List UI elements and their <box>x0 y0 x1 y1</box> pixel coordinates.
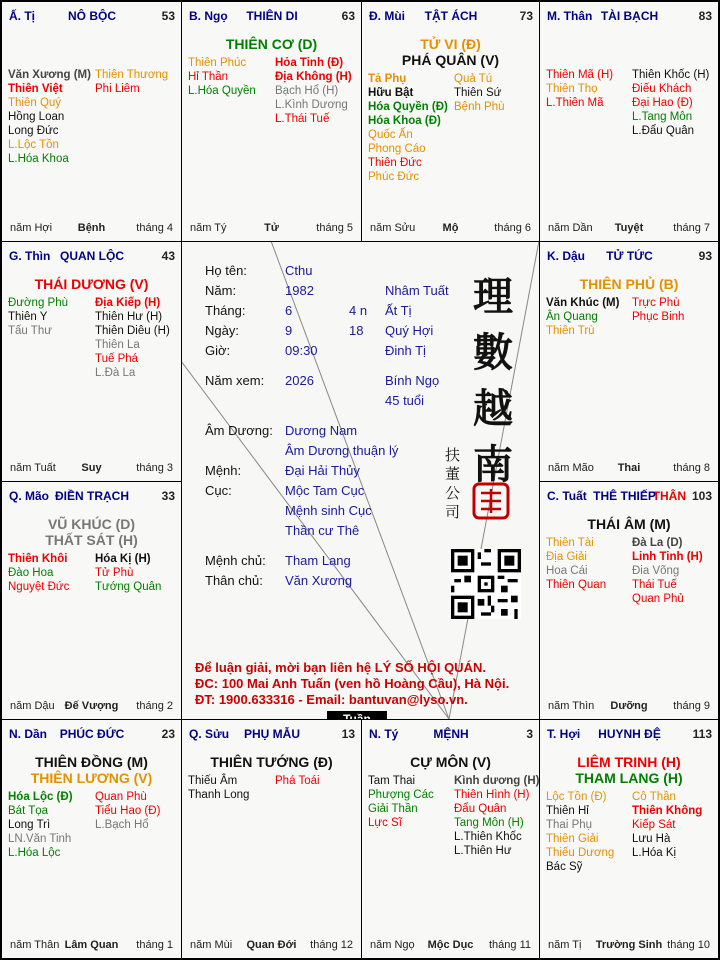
palace-life-stage: Tử <box>264 222 279 234</box>
palace-month: tháng 3 <box>136 462 173 474</box>
palace-age: 43 <box>161 249 175 263</box>
palace-age: 93 <box>698 249 712 263</box>
minor-star: L.Tang Môn <box>632 111 693 123</box>
minor-stars-left <box>188 774 249 802</box>
palace-title: NÔ BỘC <box>68 9 116 23</box>
palace-life-stage: Dưỡng <box>610 700 648 712</box>
palace-month: tháng 12 <box>310 939 353 951</box>
palace-huynh-de[interactable] <box>539 719 719 959</box>
major-star: THẤT SÁT (H) <box>45 532 138 548</box>
palace-header <box>547 726 712 742</box>
minor-star: Văn Xương (M) <box>8 69 91 81</box>
palace-year: năm Thân <box>10 939 60 951</box>
palace-life-stage: Trường Sinh <box>595 939 663 951</box>
nam-label: Năm: <box>205 283 237 298</box>
cuc-value: Mộc Tam Cục <box>285 483 365 498</box>
am-duong-note: Âm Dương thuận lý <box>285 443 399 458</box>
minor-star: Bệnh Phù <box>454 101 505 113</box>
ngay-can-chi: Quý Hợi <box>385 323 434 338</box>
minor-star: Thiên Phúc <box>188 57 247 69</box>
minor-star: Thiên Sứ <box>454 87 502 99</box>
palace-header <box>9 726 175 742</box>
major-star: CỰ MÔN (V) <box>410 754 491 770</box>
palace-footer <box>548 938 710 952</box>
palace-age: 3 <box>526 727 533 741</box>
palace-footer <box>10 699 173 713</box>
minor-star: Địa Kiếp (H) <box>95 297 161 309</box>
minor-star: L.Hóa Kị <box>632 847 677 859</box>
qr-code-icon[interactable] <box>451 549 521 619</box>
minor-star: Đào Hoa <box>8 567 54 579</box>
minor-star: Tả Phụ <box>368 73 407 85</box>
minor-stars-left <box>8 296 68 338</box>
palace-header <box>547 488 712 504</box>
minor-stars-left <box>546 790 614 874</box>
palace-age: 103 <box>691 489 712 503</box>
minor-stars-right <box>95 790 160 832</box>
palace-life-stage: Suy <box>81 462 102 474</box>
minor-star: Thiên Trù <box>546 325 595 337</box>
major-star: THIÊN ĐỒNG (M) <box>35 754 148 770</box>
minor-star: Thiên Tài <box>546 537 594 549</box>
palace-year: năm Thìn <box>548 700 595 712</box>
minor-star: Lực Sĩ <box>368 817 402 829</box>
minor-star: Địa Không (H) <box>275 71 352 83</box>
minor-stars-right <box>275 774 320 788</box>
am-duong-value: Dương Nam <box>285 423 358 438</box>
palace-footer <box>10 938 173 952</box>
minor-stars-right <box>95 296 170 380</box>
menh-value: Đại Hải Thủy <box>285 463 360 478</box>
minor-stars-left <box>8 552 69 594</box>
palace-life-stage: Thai <box>617 462 641 474</box>
palace-year: năm Tuất <box>10 462 56 474</box>
minor-stars-left <box>8 68 91 166</box>
minor-star: Thái Tuế <box>632 579 677 591</box>
palace-age: 53 <box>161 9 175 23</box>
palace-life-stage: Bệnh <box>77 222 106 234</box>
minor-star: Trực Phù <box>632 297 680 309</box>
minor-star: Hỉ Thần <box>188 71 229 83</box>
minor-star: Thiên Đức <box>368 157 422 169</box>
palace-age: 23 <box>161 727 175 741</box>
minor-star: Bác Sỹ <box>546 861 583 873</box>
minor-stars-right <box>632 68 709 138</box>
minor-star: Phục Binh <box>632 311 685 323</box>
palace-title: ĐIỀN TRẠCH <box>55 489 129 503</box>
minor-star: Hóa Kị (H) <box>95 553 151 565</box>
minor-star: Thiên Khốc (H) <box>632 69 710 81</box>
minor-star: Tử Phù <box>95 567 134 579</box>
minor-star: Kiếp Sát <box>632 819 676 831</box>
minor-star: Long Trì <box>8 819 51 831</box>
minor-stars-right <box>275 56 352 126</box>
than-chu-value: Văn Xương <box>285 573 353 588</box>
minor-star: Hỏa Tinh (Đ) <box>275 57 344 69</box>
minor-star: Đia Võng <box>632 565 680 577</box>
palace-age: 73 <box>519 9 533 23</box>
palace-month: tháng 6 <box>494 222 531 234</box>
palace-footer <box>370 938 531 952</box>
palace-header <box>189 726 355 742</box>
minor-star: Thiên Hình (H) <box>454 789 530 801</box>
palace-title: THÊ THIẾP <box>593 489 656 503</box>
palace-month: tháng 10 <box>667 939 710 951</box>
minor-star: Phúc Đức <box>368 171 420 183</box>
palace-phuc-duc[interactable] <box>1 719 182 959</box>
minor-star: Nguyệt Đức <box>8 581 70 593</box>
minor-star: Hóa Khoa (Đ) <box>368 115 441 127</box>
minor-star: Quả Tú <box>454 73 493 85</box>
minor-star: Tiểu Hao (Đ) <box>95 805 161 817</box>
minor-star: Thiếu Dương <box>546 847 615 859</box>
thang-extra: 4 n <box>349 303 368 318</box>
palace-header <box>9 488 175 504</box>
minor-star: Linh Tinh (H) <box>632 551 703 563</box>
palace-title: TẬT ÁCH <box>424 9 478 23</box>
minor-star: Thanh Long <box>188 789 250 801</box>
minor-star: Bạch Hổ (H) <box>275 85 339 97</box>
minor-star: Thiếu Âm <box>188 775 238 787</box>
minor-star: Thiên Quan <box>546 579 607 591</box>
palace-branch: B. Ngọ <box>189 9 228 23</box>
palace-year: năm Ngọ <box>370 939 415 951</box>
palace-life-stage: Tuyệt <box>614 222 644 234</box>
minor-star: Lưu Hà <box>632 833 671 845</box>
palace-age: 83 <box>698 9 712 23</box>
minor-star: Cô Thần <box>632 791 676 803</box>
palace-branch: N. Tý <box>369 727 399 741</box>
major-star: THÁI DƯƠNG (V) <box>34 276 149 292</box>
minor-star: Hồng Loan <box>8 111 65 123</box>
red-seal-icon <box>471 481 511 521</box>
menh-chu-value: Tham Lang <box>285 553 351 568</box>
palace-title: THIÊN DI <box>246 9 298 23</box>
am-duong-label: Âm Dương: <box>205 423 273 438</box>
minor-star: L.Thiên Mã <box>546 97 604 109</box>
contact-line-3: ĐT: 1900.633316 - Email: bantuvan@lyso.vn. <box>195 692 468 707</box>
palace-branch: N. Dần <box>9 727 48 741</box>
palace-year: năm Dậu <box>10 700 55 712</box>
palace-title: MỆNH <box>433 727 469 741</box>
minor-star: L.Thiên Khốc <box>454 831 522 843</box>
minor-star: Tấu Thư <box>8 325 52 337</box>
palace-than-marker: THÂN <box>652 489 686 503</box>
minor-star: Phi Liêm <box>95 83 140 95</box>
palace-year: năm Tị <box>548 939 582 951</box>
minor-star: Lộc Tồn (Đ) <box>546 791 607 803</box>
nam-xem-value: 2026 <box>285 373 314 388</box>
palace-tat-ach[interactable] <box>361 1 540 242</box>
minor-star: Thai Phụ <box>546 819 593 831</box>
palace-branch: Ấ. Tị <box>9 9 35 23</box>
contact-line-2: ĐC: 100 Mai Anh Tuấn (ven hồ Hoàng Cầu), Hà Nội. <box>195 676 510 691</box>
palace-life-stage: Mộc Dục <box>427 939 474 951</box>
palace-year: năm Dần <box>548 222 593 234</box>
gio-value: 09:30 <box>285 343 318 358</box>
minor-star: Thiên Mã (H) <box>546 69 614 81</box>
minor-star: Long Đức <box>8 125 59 137</box>
palace-age: 63 <box>341 9 355 23</box>
minor-star: Hoa Cái <box>546 565 588 577</box>
palace-title: PHỤ MẪU <box>244 727 300 741</box>
palace-month: tháng 5 <box>316 222 353 234</box>
nam-value: 1982 <box>285 283 314 298</box>
minor-star: L.Thái Tuế <box>275 113 330 125</box>
than-chu-label: Thân chủ: <box>205 573 263 588</box>
seal-text: 扶董公司 <box>445 446 461 521</box>
palace-phu-mau[interactable] <box>181 719 362 959</box>
minor-star: Thiên Giải <box>546 833 599 845</box>
major-star: THIÊN PHỦ (B) <box>579 276 679 292</box>
minor-stars-left <box>368 774 434 830</box>
palace-life-stage: Lâm Quan <box>64 939 119 951</box>
palace-footer <box>548 221 710 235</box>
minor-star: Quan Phủ <box>632 593 684 605</box>
major-star: THÁI ÂM (M) <box>587 516 671 532</box>
palace-title: HUYNH ĐỆ <box>598 727 661 741</box>
minor-star: Thiên Hư (H) <box>95 311 163 323</box>
minor-star: L.Kình Dương <box>275 99 348 111</box>
palace-month: tháng 2 <box>136 700 173 712</box>
palace-menh[interactable] <box>361 719 540 959</box>
minor-star: Đại Hao (Đ) <box>632 97 693 109</box>
palace-footer <box>370 221 531 235</box>
minor-stars-left <box>546 68 613 110</box>
minor-star: Thiên La <box>95 339 140 351</box>
thang-label: Tháng: <box>205 303 246 318</box>
minor-star: Hữu Bật <box>368 87 414 99</box>
palace-branch: M. Thân <box>547 9 593 23</box>
major-star: THAM LANG (H) <box>575 770 683 786</box>
palace-header <box>369 726 533 742</box>
minor-star: Quốc Ấn <box>368 129 413 141</box>
minor-star: Hóa Quyền (Đ) <box>368 101 448 113</box>
minor-star: L.Đà La <box>95 367 136 379</box>
palace-branch: Q. Sửu <box>189 727 230 741</box>
palace-no-boc[interactable] <box>1 1 182 242</box>
major-star: PHÁ QUÂN (V) <box>401 52 500 68</box>
thang-can-chi: Ất Tị <box>385 303 412 318</box>
palace-footer <box>190 938 353 952</box>
palace-month: tháng 7 <box>673 222 710 234</box>
palace-branch: K. Dậu <box>547 249 586 263</box>
minor-star: Thiên Thương <box>95 69 169 81</box>
palace-life-stage: Đế Vượng <box>64 700 119 712</box>
ngay-label: Ngày: <box>205 323 239 338</box>
minor-star: L.Hóa Quyền <box>188 85 256 97</box>
ho-ten-label: Họ tên: <box>205 263 247 278</box>
palace-footer <box>548 461 710 475</box>
minor-star: Tam Thai <box>368 775 416 787</box>
minor-star: L.Hóa Khoa <box>8 153 69 165</box>
than-cu: Thần cư Thê <box>285 523 360 538</box>
minor-star: Tướng Quân <box>95 581 162 593</box>
palace-branch: C. Tuất <box>547 489 587 503</box>
cuc-relation: Mệnh sinh Cục <box>285 503 372 518</box>
palace-dien-trach[interactable] <box>1 481 182 720</box>
palace-year: năm Hợi <box>10 222 53 234</box>
minor-star: L.Lộc Tồn <box>8 139 59 151</box>
gio-label: Giờ: <box>205 343 231 358</box>
minor-star: Phượng Các <box>368 789 434 801</box>
minor-stars-left <box>8 790 73 860</box>
major-star: THIÊN LƯƠNG (V) <box>30 770 153 786</box>
palace-tai-bach[interactable] <box>539 1 719 242</box>
ho-ten-value: Cthu <box>285 263 313 278</box>
minor-star: Kình dương (H) <box>454 775 540 787</box>
palace-quan-loc[interactable] <box>1 241 182 482</box>
minor-star: L.Thiên Hư <box>454 845 512 857</box>
palace-year: năm Tý <box>190 222 227 234</box>
minor-star: LN.Văn Tinh <box>8 833 72 845</box>
palace-month: tháng 9 <box>673 700 710 712</box>
minor-stars-right <box>632 296 684 324</box>
palace-month: tháng 4 <box>136 222 173 234</box>
minor-star: Thiên Quý <box>8 97 62 109</box>
ngay-value: 9 <box>285 323 293 338</box>
minor-star: Tang Môn (H) <box>454 817 524 829</box>
tuoi-value: 45 tuổi <box>385 393 425 408</box>
minor-stars-left <box>188 56 256 98</box>
palace-branch: Đ. Mùi <box>369 9 405 23</box>
minor-star: Thiên Không <box>632 805 703 817</box>
calligraphy-logo: 理數越南 <box>473 273 513 488</box>
major-star: TỬ VI (Đ) <box>420 36 481 52</box>
palace-month: tháng 11 <box>488 939 531 951</box>
minor-star: Hóa Lộc (Đ) <box>8 791 73 803</box>
minor-star: Giải Thần <box>368 803 418 815</box>
minor-star: Văn Khúc (M) <box>546 297 620 309</box>
palace-title: TÀI BẠCH <box>600 9 659 23</box>
nam-xem-label: Năm xem: <box>205 373 265 388</box>
minor-stars-right <box>95 552 161 594</box>
palace-footer <box>10 461 173 475</box>
minor-star: Địa Giải <box>546 551 587 563</box>
menh-label: Mệnh: <box>205 463 242 478</box>
minor-star: Đẩu Quân <box>454 803 507 815</box>
palace-title: PHÚC ĐỨC <box>59 727 125 741</box>
palace-year: năm Sửu <box>370 222 416 234</box>
palace-header <box>9 8 175 24</box>
minor-star: Phá Toái <box>275 775 320 787</box>
palace-branch: T. Hợi <box>547 727 581 741</box>
major-star: THIÊN TƯỚNG (Đ) <box>210 754 333 770</box>
palace-header <box>189 8 355 24</box>
ngay-extra: 18 <box>349 323 364 338</box>
palace-life-stage: Mộ <box>442 222 459 234</box>
palace-header <box>547 8 712 24</box>
palace-age: 13 <box>341 727 355 741</box>
menh-chu-label: Mệnh chủ: <box>205 553 266 568</box>
minor-star: Tuế Phá <box>95 353 139 365</box>
palace-life-stage: Quan Đới <box>246 939 297 951</box>
minor-star: Quan Phù <box>95 791 147 803</box>
major-star: THIÊN CƠ (D) <box>225 36 318 52</box>
minor-star: L.Đẩu Quân <box>632 125 695 137</box>
palace-header <box>369 8 533 24</box>
minor-star: Thiên Hỉ <box>546 805 589 817</box>
minor-star: Thiên Khôi <box>8 553 68 565</box>
palace-year: năm Mão <box>548 462 594 474</box>
palace-month: tháng 8 <box>673 462 710 474</box>
chart-center-info <box>181 241 539 719</box>
minor-stars-left <box>546 296 619 338</box>
minor-stars-right <box>632 536 703 606</box>
palace-title: QUAN LỘC <box>60 249 124 263</box>
palace-branch: G. Thìn <box>9 249 51 263</box>
minor-stars-right <box>454 72 505 114</box>
palace-age: 33 <box>161 489 175 503</box>
major-star: VŨ KHÚC (D) <box>47 516 136 532</box>
palace-age: 113 <box>692 727 712 741</box>
palace-footer <box>190 221 353 235</box>
minor-stars-right <box>95 68 168 96</box>
palace-footer <box>10 221 173 235</box>
minor-stars-left <box>546 536 606 592</box>
minor-star: Thiên Thọ <box>546 83 598 95</box>
palace-thien-di[interactable] <box>181 1 362 242</box>
thang-value: 6 <box>285 303 293 318</box>
palace-year: năm Mùi <box>190 939 233 951</box>
palace-the-thiep[interactable] <box>539 481 719 720</box>
minor-stars-left <box>368 72 448 184</box>
minor-star: Ân Quang <box>546 311 598 323</box>
palace-header <box>9 248 175 264</box>
palace-tu-tuc[interactable] <box>539 241 719 482</box>
major-star: LIÊM TRINH (H) <box>577 754 681 770</box>
minor-star: Thiên Y <box>8 311 48 323</box>
minor-star: Đường Phù <box>8 297 68 309</box>
minor-star: L.Hóa Lộc <box>8 847 61 859</box>
minor-star: Đà La (D) <box>632 537 683 549</box>
minor-star: Thiên Việt <box>8 83 63 95</box>
minor-star: Điếu Khách <box>632 83 692 95</box>
gio-can-chi: Đinh Tị <box>385 343 426 358</box>
minor-star: Thiên Diêu (H) <box>95 325 170 337</box>
minor-stars-right <box>632 790 702 860</box>
minor-star: Bát Tọa <box>8 805 49 817</box>
contact-line-1: Để luận giải, mời bạn liên hệ LÝ SỐ HỘI QUÁN. <box>195 660 486 675</box>
minor-star: L.Bạch Hổ <box>95 819 149 831</box>
palace-title: TỬ TỨC <box>606 249 653 263</box>
minor-stars-right <box>454 774 539 858</box>
minor-star: Phong Cáo <box>368 143 426 155</box>
cuc-label: Cục: <box>205 483 232 498</box>
palace-month: tháng 1 <box>136 939 173 951</box>
nam-xem-can-chi: Bính Ngọ <box>385 373 440 388</box>
palace-branch: Q. Mão <box>9 489 50 503</box>
palace-footer <box>548 699 710 713</box>
nam-can-chi: Nhâm Tuất <box>385 283 449 298</box>
palace-header <box>547 248 712 264</box>
